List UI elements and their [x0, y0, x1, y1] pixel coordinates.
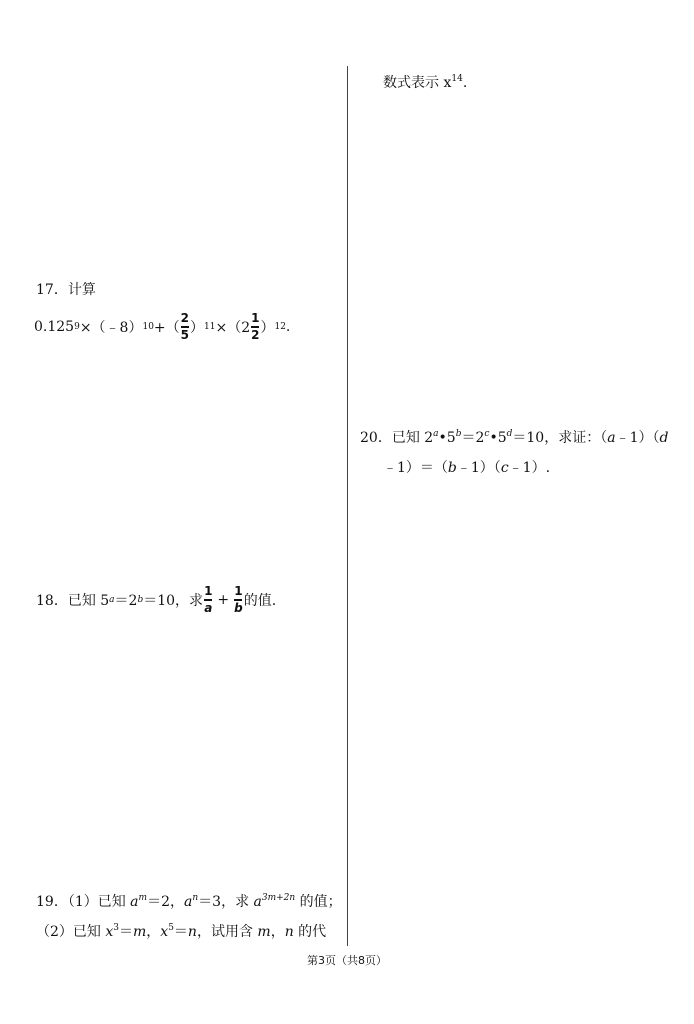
- page-footer: 第3页（共8页）: [307, 954, 387, 967]
- column-divider: [347, 66, 348, 946]
- fraction-two-fifths: $\frac{2}{5}$: [180, 311, 190, 342]
- problem-18: 18．已知 5 a ＝2 b ＝10，求 $\frac{1}{a}$ + $\frac{1}{b}$ 的值.: [36, 584, 277, 615]
- fraction-one-over-b: $\frac{1}{b}$: [234, 584, 243, 615]
- problem-19-line-1: 19．（1）已知 $a^m=2$，$a^n=3$，求 $a^{3m+2n}$ 的值；: [36, 893, 342, 910]
- problem-20-line-1: 20．已知 $2^a•5^b=2^c•5^d=10$，求证：（a﹣1）（d: [360, 429, 669, 446]
- problem-17-title: 17．计算: [36, 282, 96, 298]
- problem-20-line-2: ﹣1）＝（b﹣1）（c﹣1）.: [383, 460, 551, 476]
- problem-16-tail: 数式表示 $x^{14}$.: [383, 74, 468, 91]
- problem-17-expression: 0.125 9 ×（﹣8） 10 +（ $\frac{2}{5}$ ） 11 ×（2 $\frac{1}{2}$ ） 12 .: [34, 311, 291, 342]
- problem-19-line-2: （2）已知 $x^3=m$，$x^5=n$，试用含 m，n 的代: [36, 923, 327, 940]
- fraction-one-half: $\frac{1}{2}$: [251, 311, 260, 342]
- fraction-one-over-a: $\frac{1}{a}$: [204, 584, 213, 615]
